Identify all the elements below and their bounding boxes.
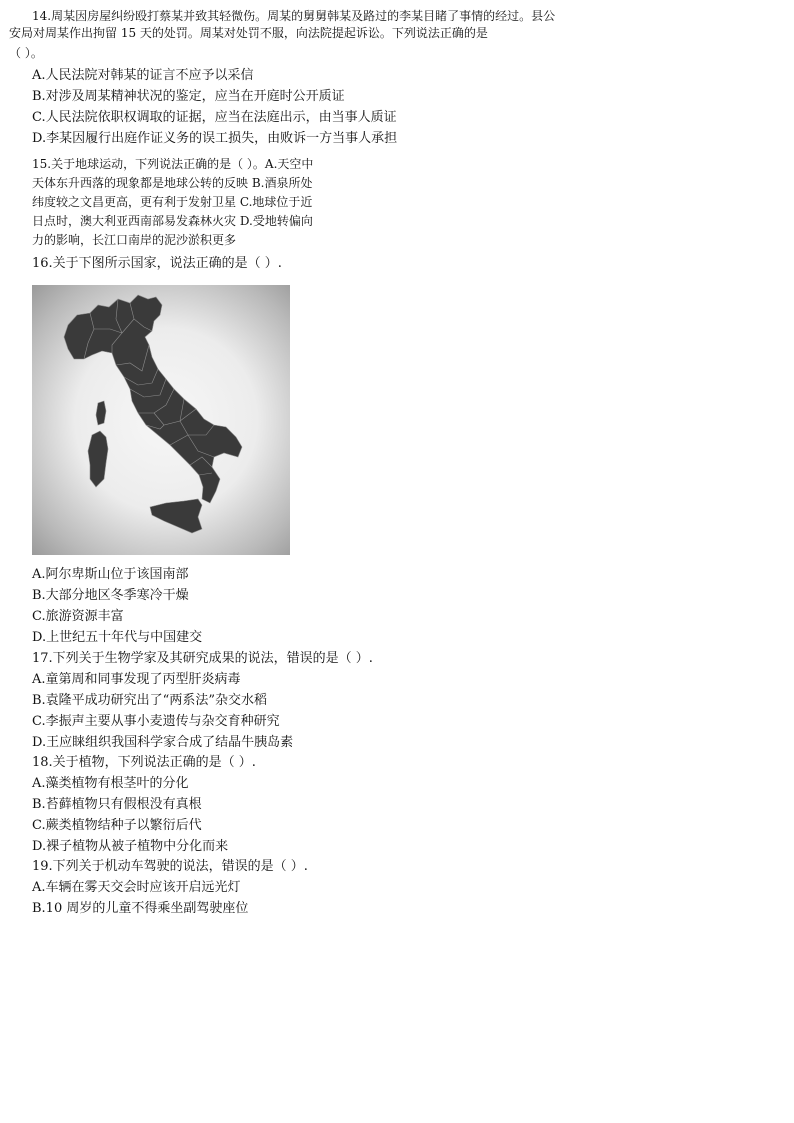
- q16-option-b: B.大部分地区冬季寒冷干燥: [32, 588, 189, 603]
- q15-line: 天体东升西落的现象都是地球公转的反映 B.酒泉所处: [32, 176, 313, 190]
- q16-option-a: A.阿尔卑斯山位于该国南部: [32, 567, 189, 582]
- q15-line: 15.关于地球运动，下列说法正确的是（ ）。A.天空中: [32, 157, 314, 171]
- q16-option-c: C.旅游资源丰富: [32, 609, 124, 624]
- q14-stem-line3: （ ）。: [9, 46, 43, 60]
- q18-option-a: A.藻类植物有根茎叶的分化: [32, 776, 189, 791]
- q17-option-c: C.李振声主要从事小麦遗传与杂交育种研究: [32, 714, 280, 729]
- q17-option-b: B.袁隆平成功研究出了“两系法”杂交水稻: [32, 693, 267, 708]
- q14-stem-line2: 安局对周某作出拘留 15 天的处罚。周某对处罚不服，向法院提起诉讼。下列说法正确的是: [9, 26, 488, 40]
- q14-option-a: A.人民法院对韩某的证言不应予以采信: [32, 68, 254, 83]
- q18-option-b: B.苔藓植物只有假根没有真根: [32, 797, 202, 812]
- q19-option-b: B.10 周岁的儿童不得乘坐副驾驶座位: [32, 901, 249, 916]
- q16-stem: 16.关于下图所示国家，说法正确的是（ ）.: [32, 256, 282, 271]
- q18-option-d: D.裸子植物从被子植物中分化而来: [32, 839, 229, 854]
- q15-line: 力的影响，长江口南岸的泥沙淤积更多: [32, 233, 237, 247]
- q16-option-d: D.上世纪五十年代与中国建交: [32, 630, 203, 645]
- q14-option-d: D.李某因履行出庭作证义务的误工损失，由败诉一方当事人承担: [32, 131, 398, 146]
- italy-map-figure: [32, 285, 290, 555]
- q14-stem-line1: 14.周某因房屋纠纷殴打蔡某并致其轻微伤。周某的舅舅韩某及路过的李某目睹了事情的经过。县公: [32, 9, 556, 23]
- q17-stem: 17.下列关于生物学家及其研究成果的说法，错误的是（ ）.: [32, 651, 373, 666]
- map-sicily: [150, 499, 202, 533]
- q14-option-b: B.对涉及周某精神状况的鉴定，应当在开庭时公开质证: [32, 89, 345, 104]
- q18-stem: 18.关于植物，下列说法正确的是（ ）.: [32, 755, 256, 770]
- q17-option-d: D.王应睐组织我国科学家合成了结晶牛胰岛素: [32, 735, 294, 750]
- map-sardinia: [88, 431, 108, 487]
- q14-option-c: C.人民法院依职权调取的证据，应当在法庭出示，由当事人质证: [32, 110, 397, 125]
- q19-stem: 19.下列关于机动车驾驶的说法，错误的是（ ）.: [32, 859, 308, 874]
- map-corsica: [96, 401, 106, 425]
- q15-line: 日点时，澳大利亚西南部易发森林火灾 D.受地转偏向: [32, 214, 313, 228]
- q15-line: 纬度较之文昌更高，更有利于发射卫星 C.地球位于近: [32, 195, 313, 209]
- q17-option-a: A.童第周和同事发现了丙型肝炎病毒: [32, 672, 241, 687]
- q19-option-a: A.车辆在雾天交会时应该开启远光灯: [32, 880, 241, 895]
- q18-option-c: C.蕨类植物结种子以繁衍后代: [32, 818, 202, 833]
- italy-map-image: [32, 285, 290, 555]
